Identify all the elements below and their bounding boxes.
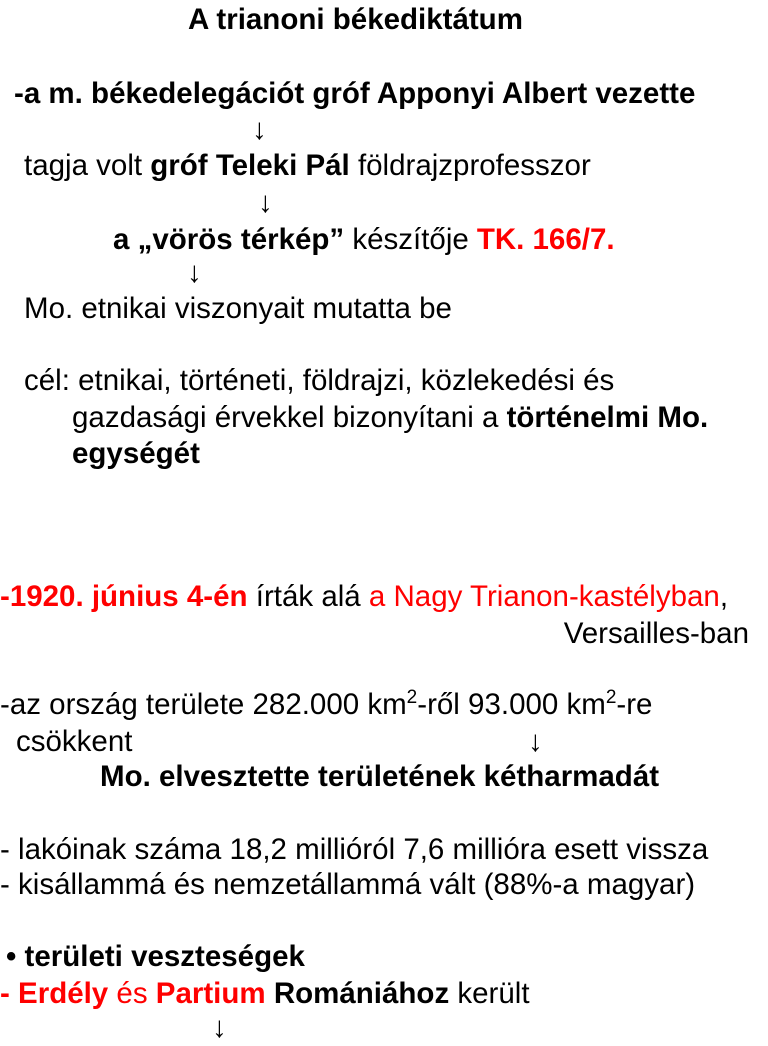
signing-verb: írták alá	[247, 580, 369, 613]
losses-heading: • területi veszteségek	[6, 940, 305, 973]
down-arrow-icon: ↓	[212, 1011, 227, 1044]
losses-romania-line	[0, 976, 530, 1012]
member-name: gróf Teleki Pál	[150, 149, 350, 182]
territory-prefix: -az ország területe 282.000 km	[0, 688, 407, 721]
losses-region-2: Partium	[155, 977, 266, 1010]
signing-comma: ,	[719, 580, 729, 613]
signing-line	[0, 579, 728, 615]
delegation-member-line	[24, 148, 591, 184]
map-description: Mo. etnikai viszonyait mutatta be	[24, 292, 452, 325]
goal-line-1: cél: etnikai, történeti, földrajzi, közlekedési és	[24, 364, 615, 397]
territory-exponent-2: 2	[605, 687, 617, 708]
member-prefix: tagja volt	[24, 149, 151, 182]
member-suffix: földrajzprofesszor	[349, 149, 591, 182]
losses-country: Romániához	[265, 977, 450, 1010]
map-line	[113, 222, 615, 258]
territory-middle: -ről 93.000 km	[417, 688, 606, 721]
down-arrow-icon: ↓	[258, 186, 273, 219]
territory-line	[0, 687, 652, 723]
map-name: a „vörös térkép”	[113, 223, 345, 256]
signing-date: -1920. június 4-én	[0, 580, 248, 613]
territory-conclusion: Mo. elvesztette területének kétharmadát	[100, 760, 660, 793]
population-line: - lakóinak száma 18,2 millióról 7,6 millióra esett vissza	[0, 833, 709, 866]
delegation-leader-line: -a m. békedelegációt gróf Apponyi Albert vezette	[14, 77, 696, 110]
down-arrow-icon: ↓	[252, 113, 267, 146]
territory-exponent-1: 2	[406, 687, 418, 708]
signing-city: Versailles-ban	[563, 617, 749, 650]
goal-line-3: egységét	[72, 437, 200, 470]
page-title: A trianoni békediktátum	[188, 3, 523, 36]
signing-place: a Nagy Trianon-kastélyban	[368, 580, 720, 613]
textbook-reference: TK. 166/7.	[476, 223, 615, 256]
down-arrow-icon: ↓	[187, 256, 202, 289]
losses-dash: -	[0, 977, 19, 1010]
down-arrow-icon: ↓	[528, 725, 543, 758]
territory-suffix: -re	[616, 688, 653, 721]
losses-region-1: Erdély	[18, 977, 109, 1010]
map-suffix: készítője	[344, 223, 469, 256]
losses-conjunction: és	[108, 977, 156, 1010]
goal-line-2-emphasis: történelmi Mo.	[506, 401, 709, 434]
goal-line-2-text: gazdasági érvekkel bizonyítani a	[72, 401, 507, 434]
nation-status-line: - kisállammá és nemzetállammá vált (88%-a magyar)	[0, 868, 696, 901]
territory-continuation: csökkent	[16, 725, 133, 758]
goal-line-2	[72, 400, 708, 436]
losses-verb: került	[449, 977, 530, 1010]
